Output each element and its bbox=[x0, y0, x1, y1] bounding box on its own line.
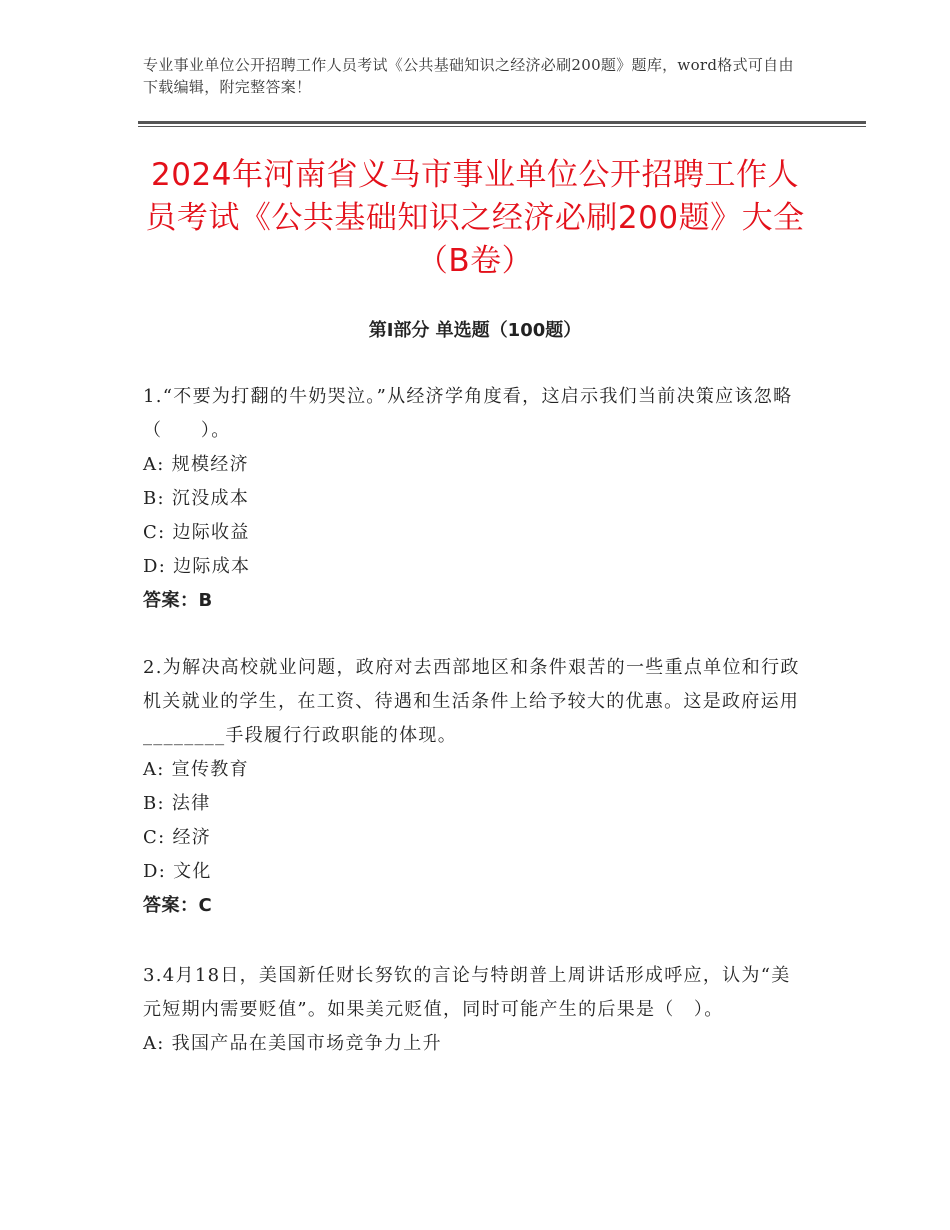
question-3 bbox=[143, 959, 808, 1061]
question-stem: 2.为解决高校就业问题，政府对去西部地区和条件艰苦的一些重点单位和行政机关就业的学生，在工资、待遇和生活条件上给予较大的优惠。这是政府运用________手段履行行政职能的体现。 bbox=[143, 657, 800, 746]
header-rule-thick bbox=[138, 121, 866, 124]
section-title: 第Ⅰ部分 单选题（100题） bbox=[368, 320, 582, 341]
question-1 bbox=[143, 380, 808, 618]
answer-line: 答案：C bbox=[143, 895, 213, 916]
option-b: B: 沉没成本 bbox=[143, 488, 250, 509]
option-a: A: 宣传教育 bbox=[143, 759, 249, 780]
option-a: A: 我国产品在美国市场竞争力上升 bbox=[143, 1033, 442, 1054]
option-b: B: 法律 bbox=[143, 793, 211, 814]
option-c: C: 边际收益 bbox=[143, 522, 250, 543]
option-d: D: 文化 bbox=[143, 861, 212, 882]
header-rule-thin bbox=[138, 126, 866, 127]
option-d: D: 边际成本 bbox=[143, 556, 251, 577]
question-2 bbox=[143, 651, 808, 923]
document-title: 2024年河南省义马市事业单位公开招聘工作人员考试《公共基础知识之经济必刷200题》大全（B卷） bbox=[145, 157, 805, 279]
answer-line: 答案：B bbox=[143, 590, 213, 611]
question-stem: 3.4月18日，美国新任财长努钦的言论与特朗普上周讲话形成呼应，认为“美元短期内需要贬值”。如果美元贬值，同时可能产生的后果是（ ）。 bbox=[143, 965, 791, 1020]
header-note: 专业事业单位公开招聘工作人员考试《公共基础知识之经济必刷200题》题库，word格式可自由下载编辑，附完整答案！ bbox=[143, 56, 794, 96]
option-a: A: 规模经济 bbox=[143, 454, 249, 475]
option-c: C: 经济 bbox=[143, 827, 212, 848]
question-stem: 1.“不要为打翻的牛奶哭泣。”从经济学角度看，这启示我们当前决策应该忽略（ ）。 bbox=[143, 386, 793, 441]
